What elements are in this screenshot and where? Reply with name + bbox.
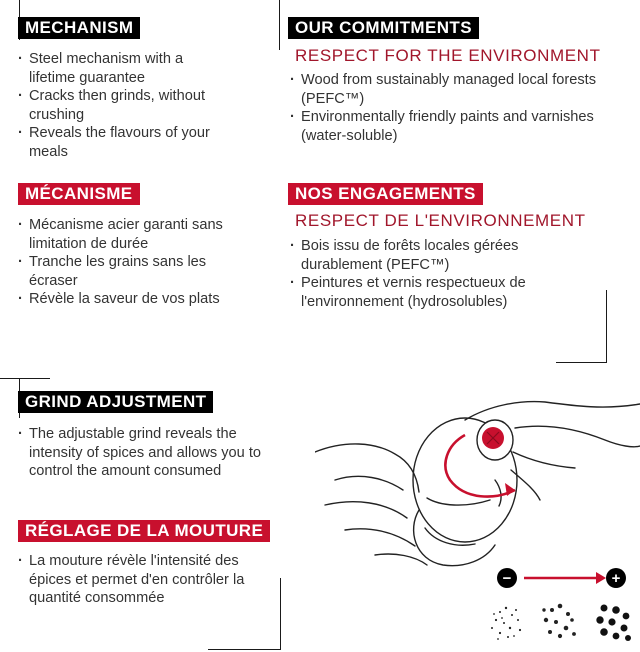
list-item: · La mouture révèle l'intensité des épices et permet d'en contrôler la quantité consommée [18, 552, 278, 608]
svg-text:+: + [611, 570, 621, 587]
list-item: · Environmentally friendly paints and varnishes (water-soluble) [290, 108, 600, 145]
commitments-list [290, 71, 600, 145]
svg-text:−: − [502, 570, 512, 587]
reglage-title: RÉGLAGE DE LA MOUTURE [18, 520, 270, 542]
arrow-right-icon [596, 572, 606, 584]
grind-title: GRIND ADJUSTMENT [18, 391, 213, 413]
frame-line-bottom-horizontal [208, 649, 281, 650]
reglage-list [18, 552, 278, 608]
engagements-title: NOS ENGAGEMENTS [288, 183, 483, 205]
medium-grind-icon [542, 604, 576, 638]
frame-line-right-horizontal [556, 362, 607, 363]
list-item: · Tranche les grains sans les écraser [18, 253, 223, 290]
commitments-title: OUR COMMITMENTS [288, 17, 479, 39]
fine-grind-icon [491, 607, 521, 640]
grind-scale [480, 560, 640, 650]
mecanisme-title: MÉCANISME [18, 183, 140, 205]
frame-line-bottom-vertical [280, 578, 281, 650]
engagements-list [290, 237, 580, 311]
mechanism-list [18, 50, 213, 161]
minus-icon [497, 568, 517, 588]
hand-adjusting-grinder-illustration [315, 380, 640, 570]
list-item: · Peintures et vernis respectueux de l'environnement (hydrosolubles) [290, 274, 580, 311]
list-item: · The adjustable grind reveals the intensity of spices and allows you to control the amount consumed [18, 425, 273, 481]
list-item: · Révèle la saveur de vos plats [18, 290, 223, 309]
list-item: · Bois issu de forêts locales gérées durablement (PEFC™) [290, 237, 580, 274]
plus-icon [606, 568, 626, 588]
list-item: · Wood from sustainably managed local forests (PEFC™) [290, 71, 600, 108]
commitments-subtitle: RESPECT FOR THE ENVIRONMENT [295, 46, 601, 65]
engagements-subtitle: RESPECT DE L'ENVIRONNEMENT [295, 211, 586, 230]
list-item: · Mécanisme acier garanti sans limitation de durée [18, 216, 223, 253]
list-item: · Cracks then grinds, without crushing [18, 87, 213, 124]
frame-line-grind-horizontal [0, 378, 50, 379]
mecanisme-list [18, 216, 223, 309]
grind-list [18, 425, 273, 481]
coarse-grind-icon [596, 605, 631, 642]
list-item: · Reveals the flavours of your meals [18, 124, 213, 161]
mechanism-title: MECHANISM [18, 17, 140, 39]
list-item: · Steel mechanism with a lifetime guarantee [18, 50, 213, 87]
frame-line-right-vertical [606, 290, 607, 363]
frame-line-top-middle-vertical [279, 0, 280, 50]
